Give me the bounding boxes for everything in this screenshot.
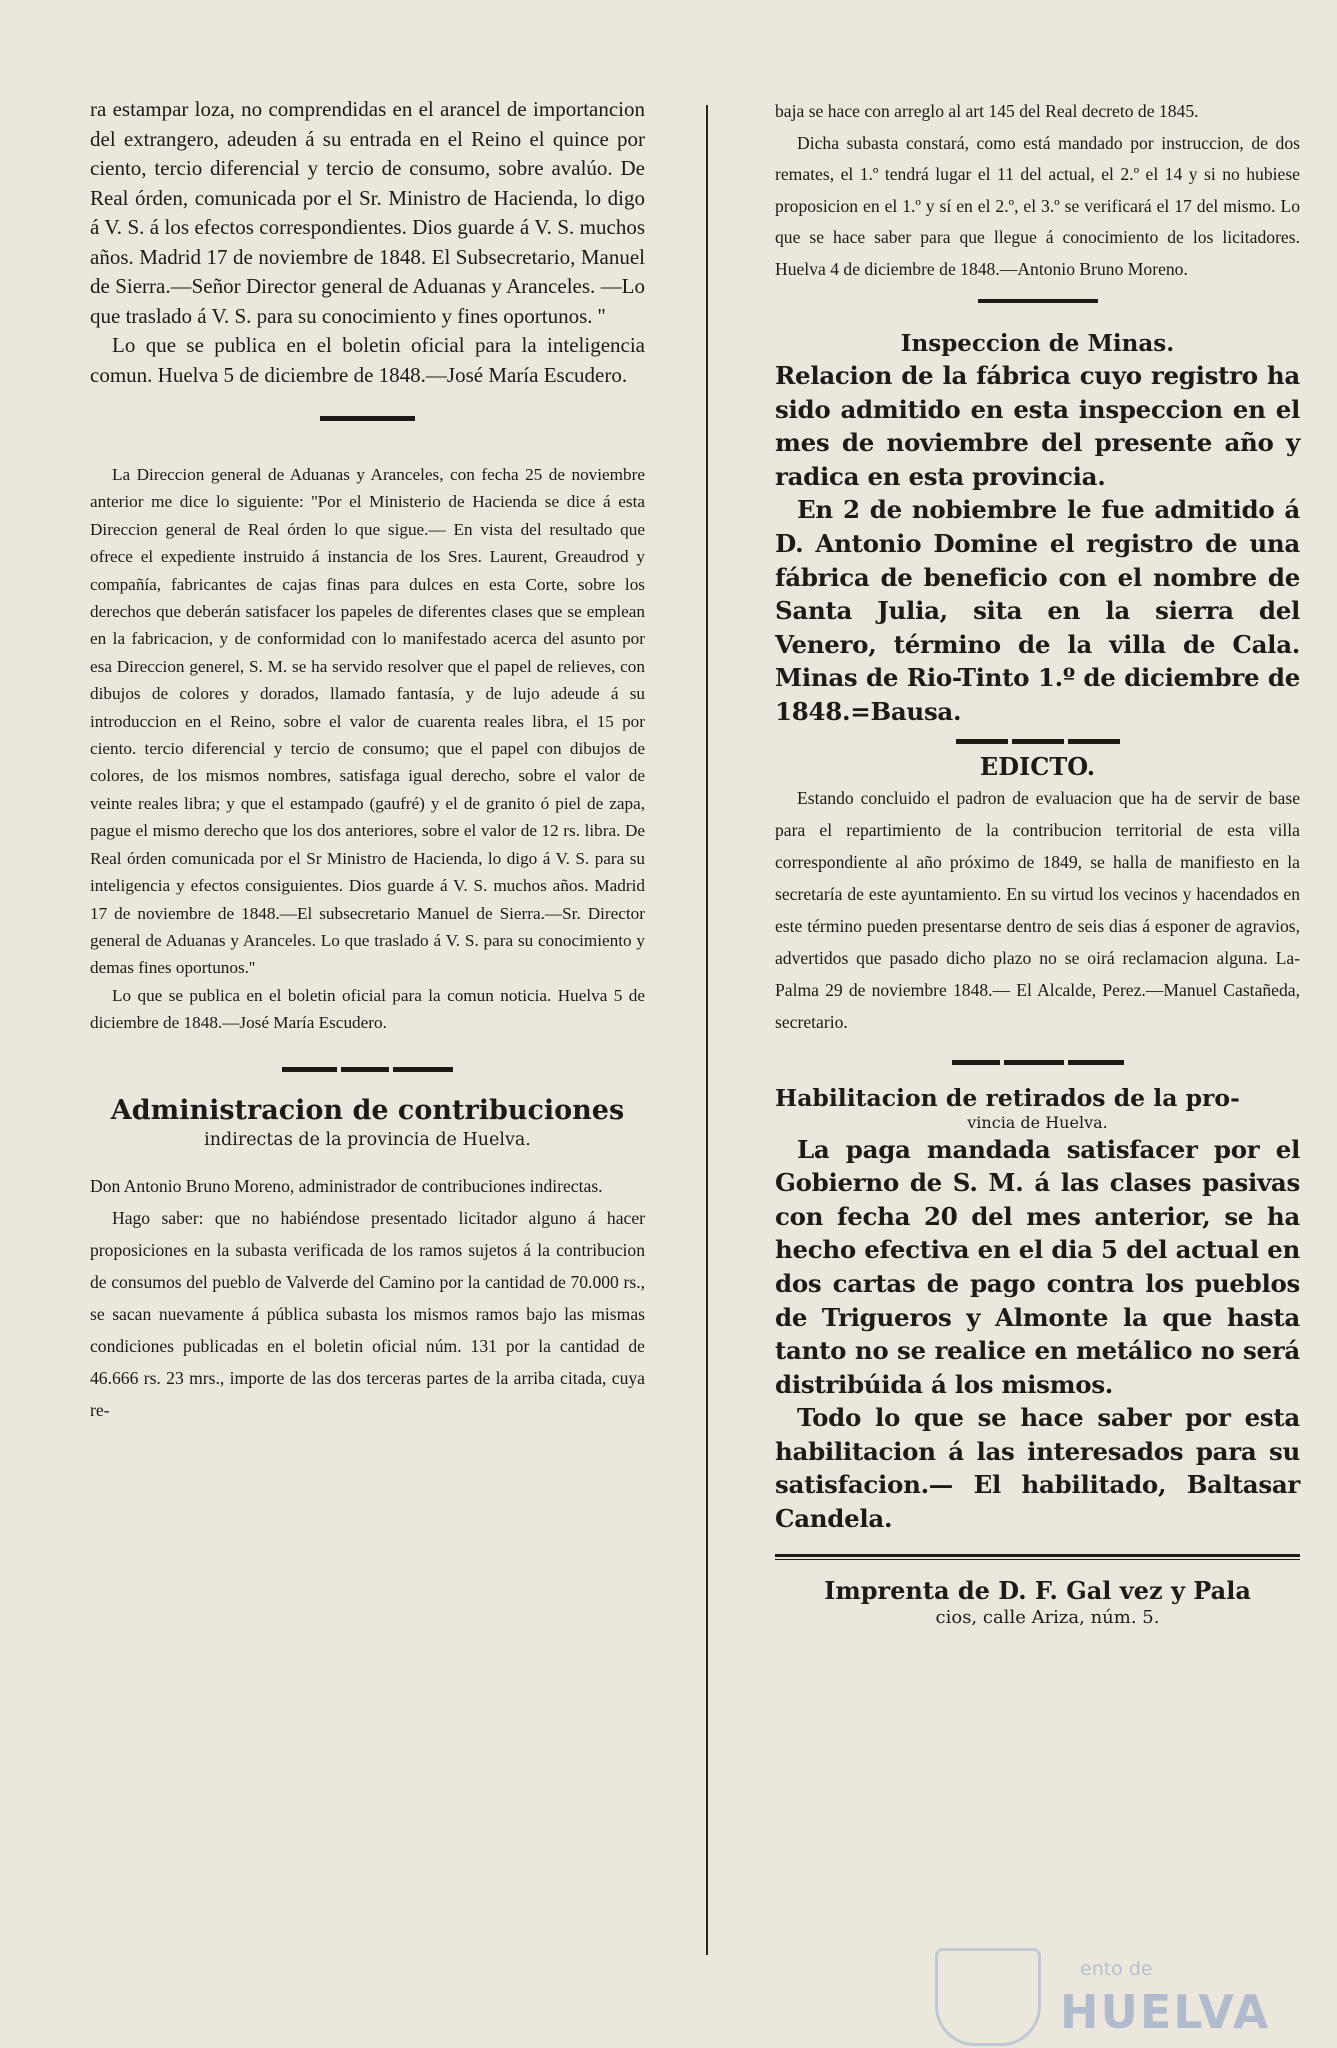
section-heading: Inspeccion de Minas. — [900, 330, 1175, 357]
imprint-line-2: cios, calle Ariza, núm. 5. — [935, 1606, 1160, 1628]
watermark-small-text: ento de — [1080, 1958, 1153, 1980]
coat-of-arms-watermark-icon — [935, 1948, 1041, 2046]
right-paragraph-4: En 2 de nobiembre le fue admitido á D. Antonio Domine el registro de una fábrica de beneficio con el nombre de Santa Julia, sita en la sierra del Venero, término de la villa de Cala. Minas de Rio-Tinto 1.º de diciembre de 1848.=Bausa. — [775, 495, 1300, 726]
edict-heading: EDICTO. — [979, 751, 1096, 781]
left-paragraph-2: Lo que se publica en el boletin oficial para la inteligencia comun. Huelva 5 de diciembre de 1848.—José María Escudero. — [90, 333, 645, 387]
section-subheading: indirectas de la provincia de Huelva. — [204, 1129, 531, 1150]
section-subheading: vincia de Huelva. — [967, 1112, 1108, 1132]
left-paragraph-6: Hago saber: que no habiéndose presentado licitador alguno á hacer proposiciones en la subasta verificada de los ramos sujetos á la contribucion de consumos del pueblo de Valverde del Camino por la cantidad de 70.000 rs., se sacan nuevamente á pública subasta los mismos ramos bajo las mismas condiciones publicadas en el boletin oficial núm. 131 por la cantidad de 46.666 rs. 23 mrs., importe de las dos terceras partes de la arriba citada, cuya re- — [90, 1207, 645, 1420]
right-paragraph-1: baja se hace con arreglo al art 145 del Real decreto de 1845. — [775, 101, 1199, 121]
section-heading: Habilitacion de retirados de la pro- — [775, 1083, 1240, 1112]
left-column — [90, 95, 645, 1426]
left-paragraph-5: Don Antonio Bruno Moreno, administrador de contribuciones indirectas. — [90, 1175, 603, 1196]
left-paragraph-4: Lo que se publica en el boletin oficial para la comun noticia. Huelva 5 de diciembre de 1848.—José María Escudero. — [90, 985, 645, 1033]
right-column — [775, 96, 1300, 1630]
right-paragraph-3: Relacion de la fábrica cuyo registro ha sido admitido en esta inspeccion en el mes de noviembre del presente año y radica en esta provincia. — [775, 361, 1300, 491]
right-paragraph-6: La paga mandada satisfacer por el Gobierno de S. M. á las clases pasivas con fecha 20 del mes anterior, se ha hecho efectiva en el dia 5 del actual en dos cartas de pago contra los pueblos de Trigueros y Almonte la que hasta tanto no se realice en metálico no será distribúida á los mismos. — [775, 1134, 1300, 1399]
right-paragraph-2: Dicha subasta constará, como está mandado por instruccion, de dos remates, el 1.º tendrá lugar el 11 del actual, el 2.º el 14 y si no hubiese proposicion en el 1.º y sí en el 2.º, el 3.º se verificará el 17 del mismo. Lo que se hace saber para que llegue á conocimiento de los licitadores. Huelva 4 de diciembre de 1848.—Antonio Bruno Moreno. — [775, 132, 1300, 279]
right-paragraph-5: Estando concluido el padron de evaluacion que ha de servir de base para el repartimiento de la contribucion territorial de esta villa correspondiente al año próximo de 1849, se halla de manifiesto en la secretaría de este ayuntamiento. En su virtud los vecinos y hacendados en este término pueden presentarse dentro de seis dias á esponer de agravios, advertidos que pasado dicho plazo no se oirá reclamacion alguna. La-Palma 29 de noviembre 1848.— El Alcalde, Perez.—Manuel Castañeda, secretario. — [775, 787, 1300, 1032]
left-paragraph-3: La Direccion general de Aduanas y Aranceles, con fecha 25 de noviembre anterior me dice lo siguiente: ''Por el Ministerio de Hacienda se dice á esta Direccion general de Real órden lo que sigue.— En vista del resultado que ofrece el expediente instruido á instancia de los Sres. Laurent, Greaudrod y compañía, fabricantes de cajas finas para dulces en esta Corte, sobre los derechos que deberán satisfacer los papeles de diferentes clases que se emplean en la fabricacion, y de conformidad con lo manifestado acerca del asunto por esa Direccion generel, S. M. se ha servido resolver que el papel de relieves, con dibujos de colores y dorados, llamado fantasía, y de lujo adeude á su introduccion en el Reino, sobre el valor de cuarenta reales libra, el 15 por ciento. tercio diferencial y tercio de consumo; que el papel con dibujos de colores, de los mismos nombres, satisfaga igual derecho, sobre el valor de veinte reales libra; y que el estampado (gaufré) y el de granito ó piel de zapa, pague el mismo derecho que los dos anteriores, sobre el valor de 12 rs. libra. De Real órden comunicada por el Sr Ministro de Hacienda, lo digo á V. S. para su inteligencia y efectos consiguientes. Dios guarde á V. S. muchos años. Madrid 17 de noviembre de 1848.—El subsecretario Manuel de Sierra.—Sr. Director general de Aduanas y Aranceles. Lo que traslado á V. S. para su conocimiento y demas fines oportunos.'' — [90, 465, 645, 978]
section-heading: Administracion de contribuciones — [110, 1094, 625, 1126]
imprint-line-1: Imprenta de D. F. Gal vez y Pala — [824, 1575, 1251, 1605]
watermark-text: HUELVA — [1060, 1985, 1271, 2039]
column-divider — [706, 105, 708, 1955]
left-paragraph-1: ra estampar loza, no comprendidas en el arancel de importancion del extrangero, adeuden á su entrada en el Reino el quince por ciento, tercio diferencial y tercio de consumo, sobre avalúo. De Real órden, comunicada por el Sr. Ministro de Hacienda, lo digo á V. S. á los efectos correspondientes. Dios guarde á V. S. muchos años. Madrid 17 de noviembre de 1848. El Subsecretario, Manuel de Sierra.—Señor Director general de Aduanas y Aranceles. —Lo que traslado á V. S. para su conocimiento y fines oportunos. '' — [90, 97, 645, 328]
right-paragraph-7: Todo lo que se hace saber por esta habilitacion á las interesados para su satisfacion.— El habilitado, Baltasar Candela. — [775, 1403, 1300, 1534]
